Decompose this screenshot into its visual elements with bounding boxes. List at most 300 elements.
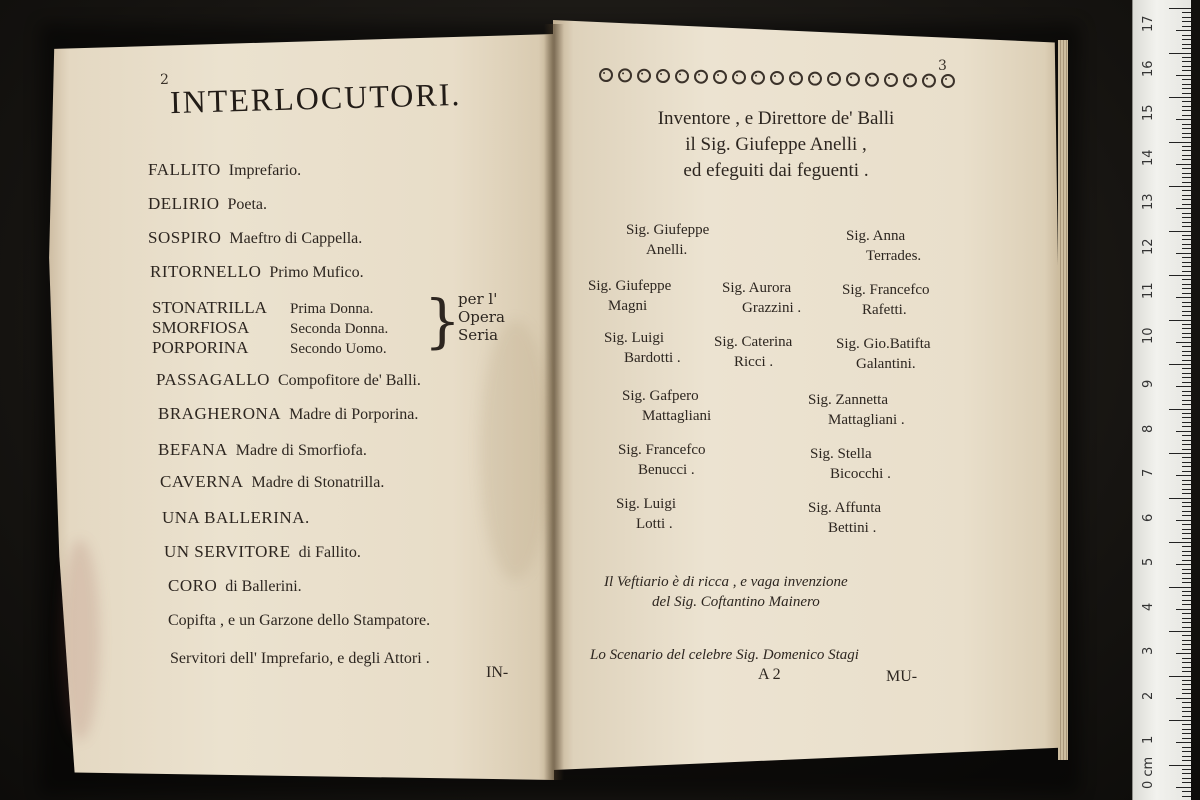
- ruler-tick: [1182, 506, 1191, 507]
- ruler-tick: [1182, 213, 1191, 214]
- ruler-tick: [1182, 413, 1191, 414]
- dancer-name: Sig. Anna: [846, 228, 906, 244]
- ruler-tick: [1182, 137, 1191, 138]
- role-name: PORPORINA: [152, 338, 249, 357]
- role-name: PASSAGALLO: [156, 370, 270, 389]
- ruler-tick: [1182, 702, 1191, 703]
- ruler-tick: [1182, 110, 1191, 111]
- ornament-rosette-icon: [843, 69, 859, 85]
- ruler-tick: [1176, 30, 1191, 31]
- ruler-tick: [1182, 773, 1191, 774]
- ruler-tick: [1182, 93, 1191, 94]
- role-description: Maeftro di Cappella.: [229, 230, 363, 247]
- ruler-tick: [1182, 466, 1191, 467]
- ornament-rosette-icon: [672, 66, 688, 82]
- ruler-tick: [1182, 66, 1191, 67]
- dancer-name: Sig. Francefco: [842, 282, 930, 298]
- ruler-number: 15: [1141, 104, 1156, 121]
- ruler-tick: [1182, 355, 1191, 356]
- role-line: [158, 440, 367, 460]
- paper-stain: [60, 540, 100, 740]
- extra-line: Copifta , e un Garzone dello Stampatore.: [168, 612, 431, 629]
- ruler-number: 0 cm: [1141, 756, 1156, 789]
- role-description: Primo Mufico.: [269, 264, 364, 281]
- ruler-tick: [1182, 778, 1191, 779]
- ruler-tick: [1182, 457, 1191, 458]
- ruler-tick: [1182, 146, 1191, 147]
- ruler-tick: [1182, 613, 1191, 614]
- ruler-number: 8: [1141, 424, 1156, 433]
- ruler-tick: [1182, 671, 1191, 672]
- role-name: RITORNELLO: [150, 262, 262, 281]
- ruler-tick: [1176, 475, 1191, 476]
- left-catchword: IN-: [486, 664, 509, 681]
- ruler-tick: [1176, 208, 1191, 209]
- ruler-tick: [1176, 609, 1191, 610]
- ruler-tick: [1182, 600, 1191, 601]
- ornament-rosette-icon: [748, 68, 764, 84]
- role-description: Madre di Stonatrilla.: [251, 474, 385, 491]
- dancer-surname: Benucci .: [638, 462, 695, 478]
- dancer-name: Sig. Caterina: [714, 334, 793, 350]
- ruler-tick: [1182, 173, 1191, 174]
- ruler-tick: [1182, 791, 1191, 792]
- ruler-tick: [1182, 782, 1191, 783]
- ruler-tick: [1182, 57, 1191, 58]
- ruler-tick: [1182, 533, 1191, 534]
- dancer-name: Sig. Francefco: [618, 442, 706, 458]
- ruler-tick: [1182, 226, 1191, 227]
- ornament-rosette-icon: [900, 70, 916, 86]
- costume-note-line: Il Veftiario è di ricca , e vaga invenzione: [604, 574, 848, 590]
- ruler-tick: [1182, 756, 1191, 757]
- role-name: DELIRIO: [148, 194, 220, 213]
- ruler-tick: [1169, 320, 1191, 321]
- dancer-entry: [722, 278, 801, 318]
- ornament-rosette-icon: [862, 70, 878, 86]
- ruler-tick: [1182, 302, 1191, 303]
- ruler-tick: [1182, 480, 1191, 481]
- ruler-tick: [1182, 395, 1191, 396]
- ruler-tick: [1176, 386, 1191, 387]
- ruler-tick: [1182, 489, 1191, 490]
- ruler-tick: [1182, 177, 1191, 178]
- ruler-tick: [1182, 422, 1191, 423]
- ruler-tick: [1182, 622, 1191, 623]
- ruler-tick: [1182, 555, 1191, 556]
- role-description: Poeta.: [227, 196, 268, 213]
- role-line: [148, 228, 362, 248]
- dancer-entry: [808, 390, 905, 430]
- dancer-surname: Bicocchi .: [830, 466, 891, 482]
- role-description: Madre di Smorfiofa.: [235, 442, 367, 459]
- ruler-tick: [1182, 279, 1191, 280]
- ruler-tick: [1182, 133, 1191, 134]
- ruler-tick: [1182, 44, 1191, 45]
- dancer-entry: [622, 386, 711, 426]
- ruler-tick: [1182, 84, 1191, 85]
- ruler-tick: [1182, 79, 1191, 80]
- role-line: [162, 508, 318, 528]
- dancer-entry: [808, 498, 881, 538]
- ruler-tick: [1169, 720, 1191, 721]
- ornament-rosette-icon: [767, 68, 783, 84]
- ruler-tick: [1182, 315, 1191, 316]
- ruler-tick: [1176, 342, 1191, 343]
- ruler-tick: [1182, 101, 1191, 102]
- ruler-tick: [1182, 538, 1191, 539]
- ruler-tick: [1182, 551, 1191, 552]
- ruler-tick: [1182, 159, 1191, 160]
- ruler-tick: [1182, 751, 1191, 752]
- ruler-tick: [1182, 391, 1191, 392]
- ruler-tick: [1182, 26, 1191, 27]
- dancer-entry: [846, 226, 921, 266]
- ruler-tick: [1182, 360, 1191, 361]
- ruler-tick: [1182, 760, 1191, 761]
- extra-line: Servitori dell' Imprefario, e degli Attori .: [170, 650, 430, 667]
- dancer-name: Sig. Luigi: [604, 330, 665, 346]
- ruler-tick: [1182, 373, 1191, 374]
- role-name: BRAGHERONA: [158, 404, 282, 423]
- ruler-tick: [1182, 658, 1191, 659]
- ruler-tick: [1182, 35, 1191, 36]
- ruler-tick: [1182, 244, 1191, 245]
- ornament-rosette-icon: [596, 65, 612, 81]
- ornament-rosette-icon: [729, 67, 745, 83]
- role-name: SOSPIRO: [148, 228, 222, 247]
- dancer-surname: Bardotti .: [624, 350, 681, 366]
- ornament-rosette-icon: [786, 68, 802, 84]
- ruler-tick: [1169, 364, 1191, 365]
- ruler-tick: [1182, 217, 1191, 218]
- ruler-tick: [1182, 462, 1191, 463]
- ruler-tick: [1182, 222, 1191, 223]
- ruler-tick: [1176, 787, 1191, 788]
- ruler-tick: [1176, 520, 1191, 521]
- ruler-tick: [1169, 542, 1191, 543]
- dancer-name: Sig. Giufeppe: [626, 222, 710, 238]
- ruler-tick: [1182, 578, 1191, 579]
- ruler-tick: [1182, 328, 1191, 329]
- heading-line: il Sig. Giufeppe Anelli ,: [685, 134, 867, 155]
- role-name: SMORFIOSA: [152, 318, 250, 337]
- ruler-tick: [1182, 569, 1191, 570]
- ruler-tick: [1182, 449, 1191, 450]
- ruler-tick: [1169, 409, 1191, 410]
- ruler-tick: [1182, 711, 1191, 712]
- role-description: di Ballerini.: [225, 578, 302, 595]
- ruler-tick: [1182, 39, 1191, 40]
- ruler-tick: [1182, 733, 1191, 734]
- ruler-tick: [1169, 186, 1191, 187]
- ruler-tick: [1182, 729, 1191, 730]
- ruler-number: 4: [1141, 602, 1156, 611]
- ruler-tick: [1182, 155, 1191, 156]
- costume-note-line: del Sig. Coftantino Mainero: [652, 594, 820, 610]
- ruler-tick: [1182, 644, 1191, 645]
- role-line: [152, 298, 373, 318]
- ruler-tick: [1182, 716, 1191, 717]
- ruler-tick: [1182, 311, 1191, 312]
- ruler-tick: [1182, 667, 1191, 668]
- curly-brace-icon: }: [424, 287, 461, 355]
- ruler-number: 11: [1141, 282, 1156, 299]
- dancer-name: Sig. Stella: [810, 446, 872, 462]
- dancer-name: Sig. Gafpero: [622, 388, 699, 404]
- dancer-surname: Mattagliani: [642, 408, 712, 424]
- ruler-tick: [1182, 618, 1191, 619]
- ruler-tick: [1182, 693, 1191, 694]
- dancer-name: Sig. Giufeppe: [588, 278, 672, 294]
- ruler-tick: [1182, 195, 1191, 196]
- ruler-tick: [1169, 587, 1191, 588]
- ruler-tick: [1182, 128, 1191, 129]
- ruler-tick: [1182, 382, 1191, 383]
- ruler-tick: [1169, 676, 1191, 677]
- paper-stain: [480, 320, 550, 580]
- ruler-tick: [1182, 435, 1191, 436]
- dancer-name: Sig. Affunta: [808, 500, 882, 516]
- ruler-number: 17: [1141, 15, 1156, 32]
- ruler-tick: [1169, 53, 1191, 54]
- ruler-tick: [1182, 17, 1191, 18]
- ruler-number: 10: [1141, 326, 1156, 344]
- ruler-number: 5: [1141, 557, 1156, 566]
- ruler-tick: [1182, 70, 1191, 71]
- ruler-tick: [1182, 417, 1191, 418]
- ornament-rosette-icon: [710, 67, 726, 83]
- ruler-tick: [1182, 515, 1191, 516]
- role-name: FALLITO: [148, 160, 221, 179]
- scenery-note: Lo Scenario del celebre Sig. Domenico Stagi: [590, 647, 859, 663]
- ruler-tick: [1182, 400, 1191, 401]
- ruler-tick: [1182, 284, 1191, 285]
- ruler-number: 2: [1141, 691, 1156, 700]
- dancer-surname: Lotti .: [636, 516, 673, 532]
- ruler-tick: [1169, 142, 1191, 143]
- dancer-entry: [616, 494, 676, 534]
- ruler-tick: [1169, 231, 1191, 232]
- dancer-surname: Bettini .: [828, 520, 877, 536]
- role-line: [158, 404, 418, 424]
- left-page-number: 2: [160, 72, 169, 88]
- ruler-tick: [1182, 573, 1191, 574]
- ruler-tick: [1182, 257, 1191, 258]
- dancer-surname: Galantini.: [856, 356, 916, 372]
- role-description: Madre di Porporina.: [289, 406, 419, 423]
- role-description: Compofitore de' Balli.: [277, 372, 421, 389]
- ruler-tick: [1182, 199, 1191, 200]
- ruler-tick: [1176, 297, 1191, 298]
- ruler-number: 12: [1141, 237, 1156, 255]
- ruler-tick: [1182, 351, 1191, 352]
- brace-note-line: Opera: [458, 308, 505, 326]
- ruler-tick: [1182, 377, 1191, 378]
- ruler-tick: [1182, 150, 1191, 151]
- dancer-surname: Ricci .: [734, 354, 774, 370]
- role-description: Imprefario.: [228, 162, 302, 179]
- ruler-tick: [1176, 164, 1191, 165]
- dancer-surname: Grazzini .: [742, 300, 802, 316]
- role-name: CORO: [168, 576, 218, 595]
- ruler-tick: [1176, 119, 1191, 120]
- ruler-tick: [1182, 511, 1191, 512]
- ruler-number: 13: [1141, 193, 1156, 210]
- ornament-rosette-icon: [824, 69, 840, 85]
- ruler-tick: [1182, 582, 1191, 583]
- role-name: UNA BALLERINA.: [162, 508, 310, 527]
- role-line: [152, 318, 388, 338]
- ruler-tick: [1182, 271, 1191, 272]
- ornament-rosette-icon: [653, 66, 669, 82]
- ruler-tick: [1182, 88, 1191, 89]
- ruler-tick: [1176, 698, 1191, 699]
- role-name: CAVERNA: [160, 472, 244, 491]
- ornament-rosette-icon: [919, 70, 935, 86]
- ruler-tick: [1182, 724, 1191, 725]
- ruler-tick: [1182, 404, 1191, 405]
- ruler-tick: [1182, 337, 1191, 338]
- ruler-tick: [1169, 97, 1191, 98]
- ruler-tick: [1182, 306, 1191, 307]
- ornament-rosette-icon: [805, 69, 821, 85]
- page-title: INTERLOCUTORI.: [169, 75, 462, 121]
- ruler-tick: [1176, 253, 1191, 254]
- ruler-tick: [1182, 368, 1191, 369]
- dancer-name: Sig. Gio.Batifta: [836, 336, 931, 352]
- ruler-tick: [1182, 604, 1191, 605]
- ruler-number: 1: [1141, 735, 1156, 744]
- measuring-ruler: [1132, 0, 1191, 800]
- right-catchword: MU-: [886, 668, 918, 685]
- ruler-tick: [1182, 248, 1191, 249]
- ruler-tick: [1182, 680, 1191, 681]
- page-signature: A 2: [758, 666, 781, 683]
- dancer-surname: Terrades.: [866, 248, 922, 264]
- dancer-surname: Rafetti.: [862, 302, 907, 318]
- right-page-number: 3: [938, 58, 947, 74]
- ruler-tick: [1182, 689, 1191, 690]
- dancer-entry: [836, 334, 931, 374]
- heading-line: ed efeguiti dai feguenti .: [683, 160, 869, 181]
- ruler-tick: [1182, 168, 1191, 169]
- ruler-tick: [1182, 738, 1191, 739]
- ruler-tick: [1182, 12, 1191, 13]
- role-line: [168, 576, 302, 596]
- ruler-tick: [1182, 529, 1191, 530]
- ruler-tick: [1182, 48, 1191, 49]
- dancer-surname: Anelli.: [646, 242, 688, 258]
- role-description: di Fallito.: [298, 544, 361, 561]
- role-line: [156, 370, 421, 390]
- heading-line: Inventore , e Direttore de' Balli: [657, 108, 895, 129]
- ruler-tick: [1169, 8, 1191, 9]
- ruler-tick: [1182, 684, 1191, 685]
- ruler-tick: [1182, 471, 1191, 472]
- ruler-tick: [1176, 431, 1191, 432]
- ruler-tick: [1182, 106, 1191, 107]
- ruler-tick: [1176, 742, 1191, 743]
- ruler-tick: [1182, 627, 1191, 628]
- ruler-tick: [1182, 546, 1191, 547]
- brace-note: [458, 290, 505, 344]
- ruler-number: 7: [1141, 468, 1156, 477]
- dancer-surname: Mattagliani .: [828, 412, 905, 428]
- ruler-tick: [1182, 124, 1191, 125]
- ruler-tick: [1182, 293, 1191, 294]
- ruler-tick: [1182, 426, 1191, 427]
- ruler-tick: [1182, 235, 1191, 236]
- ruler-tick: [1182, 346, 1191, 347]
- ruler-tick: [1182, 640, 1191, 641]
- dancer-name: Sig. Zannetta: [808, 392, 888, 408]
- ruler-tick: [1182, 524, 1191, 525]
- ruler-tick: [1182, 796, 1191, 797]
- ruler-tick: [1182, 502, 1191, 503]
- role-description: Seconda Donna.: [290, 321, 389, 337]
- ornament-rosette-icon: [615, 65, 631, 81]
- dancer-name: Sig. Aurora: [722, 280, 792, 296]
- ruler-tick: [1182, 560, 1191, 561]
- role-name: UN SERVITORE: [164, 542, 291, 561]
- role-description: Prima Donna.: [290, 301, 374, 317]
- ruler-tick: [1182, 595, 1191, 596]
- dancer-entry: [810, 444, 891, 484]
- role-name: BEFANA: [158, 440, 228, 459]
- dancer-entry: [626, 220, 709, 260]
- ruler-tick: [1182, 662, 1191, 663]
- ruler-tick: [1176, 564, 1191, 565]
- ruler-tick: [1182, 262, 1191, 263]
- ruler-tick: [1182, 635, 1191, 636]
- ruler-tick: [1182, 591, 1191, 592]
- role-line: [148, 194, 267, 214]
- ornament-rosette-icon: [691, 67, 707, 83]
- ruler-tick: [1182, 333, 1191, 334]
- ruler-tick: [1182, 115, 1191, 116]
- ornament-rosette-icon: [881, 70, 897, 86]
- page-edges: [1058, 40, 1068, 760]
- brace-note-line: Seria: [458, 326, 499, 344]
- dancer-entry: [842, 280, 929, 320]
- ruler-tick: [1182, 493, 1191, 494]
- ruler-tick: [1182, 204, 1191, 205]
- ruler-tick: [1182, 21, 1191, 22]
- role-line: [164, 542, 361, 562]
- ruler-tick: [1169, 275, 1191, 276]
- ruler-tick: [1182, 288, 1191, 289]
- ornament-rosette-icon: [634, 66, 650, 82]
- dancer-name: Sig. Luigi: [616, 496, 677, 512]
- ruler-tick: [1182, 769, 1191, 770]
- dancer-entry: [618, 440, 705, 480]
- dancer-entry: [588, 276, 671, 316]
- ruler-tick: [1176, 653, 1191, 654]
- brace-note-line: per l': [458, 290, 498, 308]
- ruler-number: 14: [1141, 148, 1156, 166]
- ruler-number: 6: [1141, 513, 1156, 522]
- ruler-number: 16: [1141, 59, 1156, 77]
- ruler-tick: [1182, 649, 1191, 650]
- ruler-tick: [1182, 239, 1191, 240]
- ruler-tick: [1182, 182, 1191, 183]
- ruler-number: 3: [1141, 646, 1156, 655]
- ruler-tick: [1169, 498, 1191, 499]
- ruler-tick: [1182, 747, 1191, 748]
- role-line: [160, 472, 384, 492]
- ruler-tick: [1182, 484, 1191, 485]
